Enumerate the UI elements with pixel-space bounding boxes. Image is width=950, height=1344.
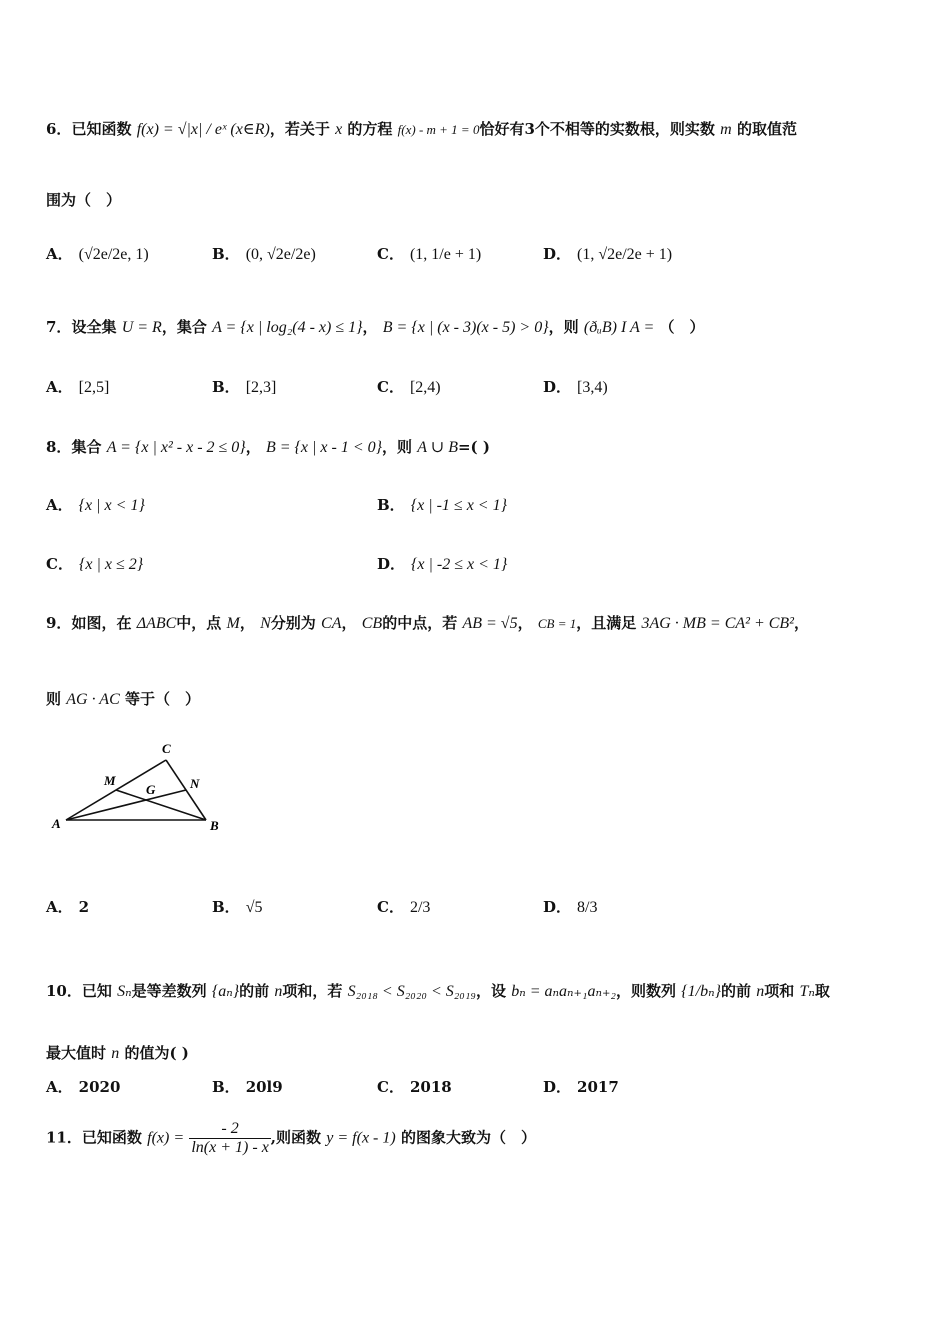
q8-option-b[interactable]: B． {x | -1 ≤ x < 1} bbox=[377, 496, 507, 514]
q6-option-b[interactable]: B． (0, √2e/2e) bbox=[212, 245, 316, 263]
question-6-line2: 围为（ ） bbox=[46, 191, 122, 209]
q11-number: 11． bbox=[46, 1128, 82, 1147]
q6-option-d[interactable]: D． (1, √2e/2e + 1) bbox=[543, 245, 673, 263]
q10-option-a[interactable]: A． 2020 bbox=[46, 1078, 121, 1096]
q7-option-b[interactable]: B． [2,3] bbox=[212, 378, 277, 396]
label-c: C bbox=[162, 741, 171, 756]
q6-number: 6． bbox=[46, 120, 72, 138]
q6-option-c[interactable]: C． (1, 1/e + 1) bbox=[377, 245, 482, 263]
q6-function: f(x) = √|x| / eˣ (x∈R) bbox=[136, 121, 270, 138]
q10-option-c[interactable]: C． 2018 bbox=[377, 1078, 452, 1096]
q7-option-d[interactable]: D． [3,4) bbox=[543, 378, 608, 396]
q9-number: 9． bbox=[46, 614, 72, 632]
q8-option-c[interactable]: C． {x | x ≤ 2} bbox=[46, 555, 144, 573]
q9-option-a[interactable]: A． 2 bbox=[46, 898, 90, 916]
question-7: 7．设全集 U = R，集合 A = {x | log₂(4 - x) ≤ 1}， B = {x | (x - 3)(x - 5) > 0}，则 (ðᵤB) I A = （ ） bbox=[46, 318, 705, 336]
triangle-figure bbox=[46, 736, 236, 836]
q10-number: 10． bbox=[46, 982, 82, 1000]
q9-option-d[interactable]: D． 8/3 bbox=[543, 898, 598, 916]
q8-option-a[interactable]: A． {x | x < 1} bbox=[46, 496, 145, 514]
label-n: N bbox=[190, 776, 200, 791]
q10-option-d[interactable]: D． 2017 bbox=[543, 1078, 619, 1096]
median-an bbox=[66, 790, 186, 820]
q8-number: 8． bbox=[46, 438, 72, 456]
question-10-line2: 最大值时 n 的值为( ) bbox=[46, 1044, 189, 1062]
question-10: 10．已知 Sₙ是等差数列 {aₙ}的前 n项和，若 S₂₀₁₈ < S₂₀₂₀ < S₂₀₁₉，设 bₙ = aₙaₙ₊₁aₙ₊₂，则数列 {1/bₙ}的前 n项和 Tₙ取 bbox=[46, 982, 830, 1000]
q9-option-c[interactable]: C． 2/3 bbox=[377, 898, 431, 916]
label-g: G bbox=[146, 782, 156, 797]
q9-option-b[interactable]: B． √5 bbox=[212, 898, 263, 916]
q7-option-a[interactable]: A． [2,5] bbox=[46, 378, 110, 396]
q10-option-b[interactable]: B． 20l9 bbox=[212, 1078, 283, 1096]
question-9-line2: 则 AG · AC 等于（ ） bbox=[46, 690, 200, 708]
q11-fraction: $\frac{- 2}{\ln(x + 1) - x}$ bbox=[191, 1120, 269, 1156]
q8-option-d[interactable]: D． {x | -2 ≤ x < 1} bbox=[377, 555, 508, 573]
label-m: M bbox=[104, 773, 116, 788]
label-a: A bbox=[52, 816, 61, 831]
q6-option-a[interactable]: A． (√2e/2e, 1) bbox=[46, 245, 149, 263]
q7-option-c[interactable]: C． [2,4) bbox=[377, 378, 441, 396]
question-6: 6．已知函数 f(x) = √|x| / eˣ (x∈R)，若关于 x 的方程 f(x) - m + 1 = 0恰好有3个不相等的实数根，则实数 m 的取值范 bbox=[46, 120, 797, 138]
question-8: 8．集合 A = {x | x² - x - 2 ≤ 0}， B = {x | x - 1 < 0}，则 A ∪ B=( ) bbox=[46, 438, 490, 456]
label-b: B bbox=[210, 818, 219, 833]
question-9: 9．如图，在 ΔABC中，点 M， N分别为 CA， CB的中点，若 AB = √5， CB = 1，且满足 3AG · MB = CA² + CB²， bbox=[46, 614, 809, 632]
question-11: 11．已知函数 f(x) = $\frac{- 2}{\ln(x + 1) - x}$ ,则函数 y = f(x - 1) 的图象大致为（ ） bbox=[46, 1120, 536, 1156]
median-bm bbox=[116, 790, 206, 820]
q7-number: 7． bbox=[46, 318, 72, 336]
